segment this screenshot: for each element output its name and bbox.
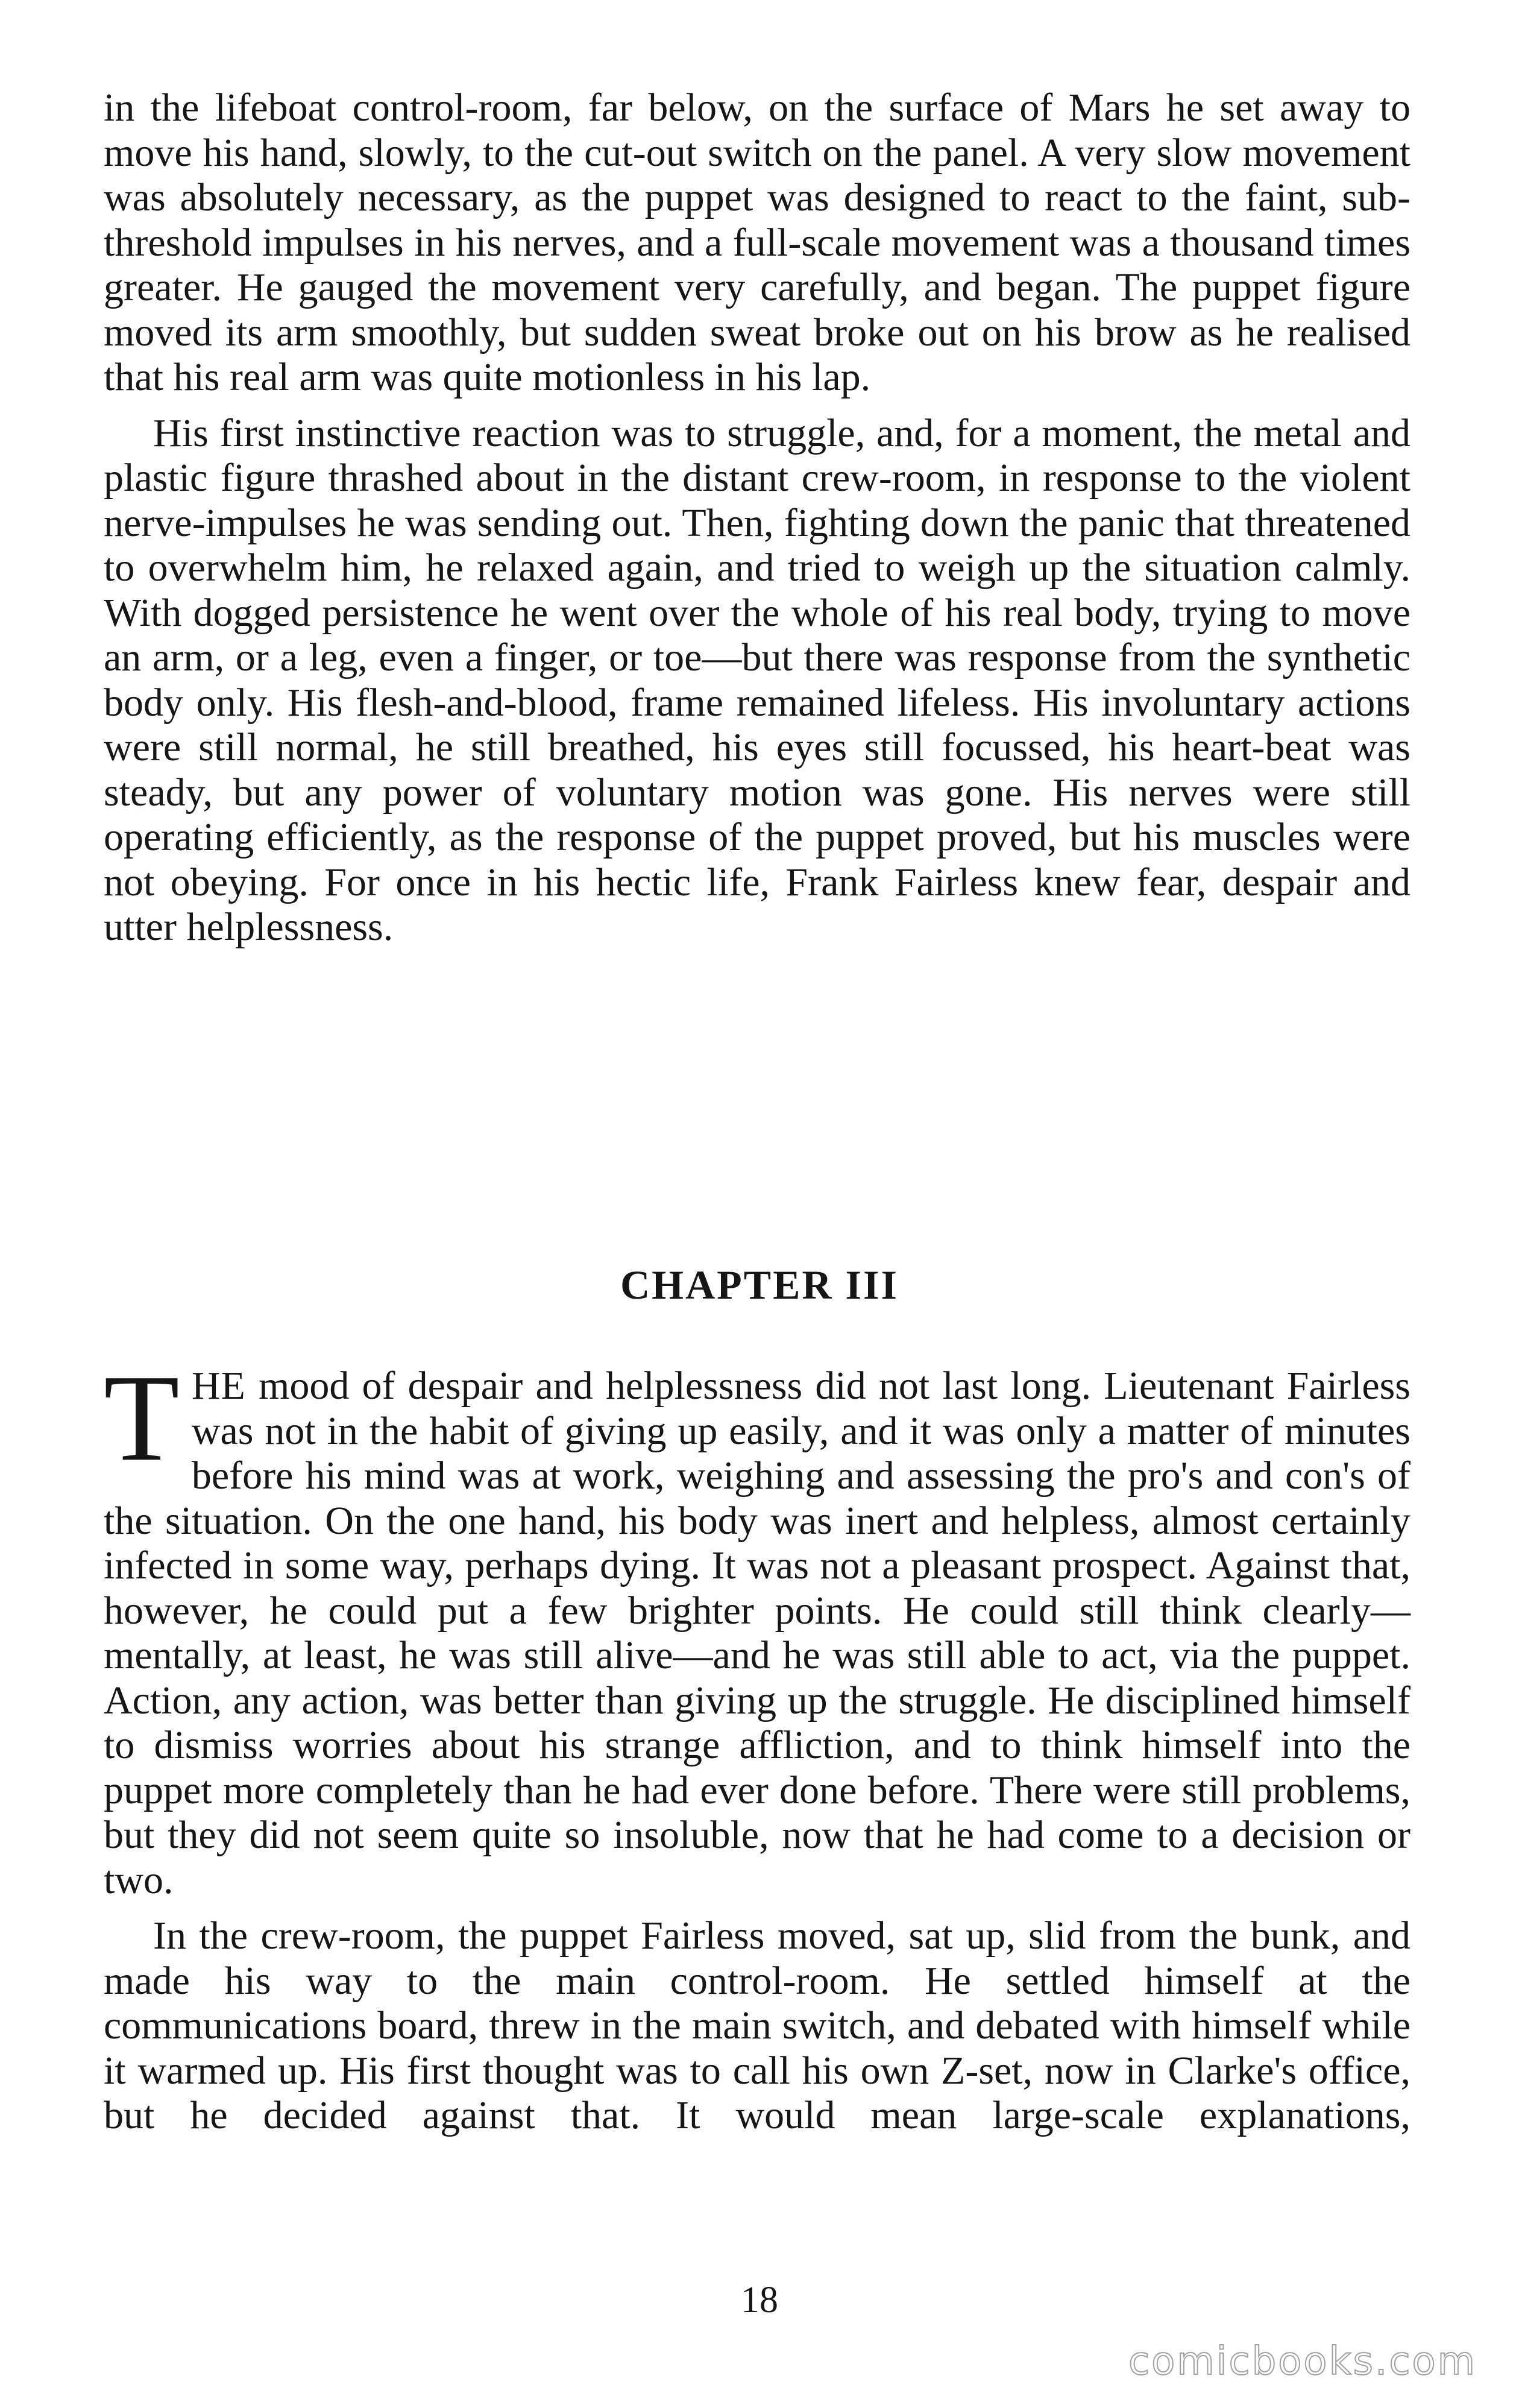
paragraph: In the crew-room, the puppet Fairless moved, sat up, slid from the bunk, and made his way to the main control-room. He settled himself at the communications board, threw in the main switch, and debated with himself while it warmed up. His first thought was to call his own Z-set, now in Clarke's office, but he decided against that. It would mean large-scale explanations, [104, 1914, 1410, 2137]
paragraph-text: mood of despair and helplessness did not last long. Lieutenant Fairless was not in the habit of giving up easily, and it was only a matter of minutes before his mind was at work, weighing and assessing the pro's and con's of the situation. On the one hand, his body was inert and helpless, almost certainly infected in some way, perhaps dying. It was not a pleasant prospect. Against that, however, he could put a few brighter points. He could still think clearly—mentally, at least, he was still alive—and he was still able to act, via the puppet. Action, any action, was better than giving up the struggle. He disciplined himself to dismiss worries about his strange affliction, and to think himself into the puppet more completely than he had ever done before. There were still problems, but they did not seem quite so insoluble, now that he had come to a decision or two. [104, 1364, 1410, 1902]
chapter-opening-paragraph [104, 1349, 1410, 1903]
page-number: 18 [741, 2280, 778, 2321]
watermark-logo: comicbooks.com [1128, 2339, 1477, 2384]
chapter-heading: CHAPTER III [620, 1262, 899, 1308]
text-block-chapter [104, 1349, 1410, 2139]
opening-small-caps: HE [191, 1364, 246, 1408]
text-block-top [104, 86, 1410, 950]
paragraph: His first instinctive reaction was to struggle, and, for a moment, the metal and plastic figure thrashed about in the distant crew-room, in response to the violent nerve-impulses he was sending out. Then, fighting down the panic that threatened to overwhelm him, he relaxed again, and tried to weigh up the situation calmly. With dogged persistence he went over the whole of his real body, trying to move an arm, or a leg, even a finger, or toe—but there was response from the synthetic body only. His flesh-and-blood, frame remained lifeless. His involuntary actions were still normal, he still breathed, his eyes still focussed, his heart-beat was steady, but any power of voluntary motion was gone. His nerves were still operating efficiently, as the response of the puppet proved, but his muscles were not obeying. For once in his hectic life, Frank Fairless knew fear, despair and utter helplessness. [104, 411, 1410, 949]
paragraph: in the lifeboat control-room, far below, on the surface of Mars he set away to move his hand, slowly, to the cut-out switch on the panel. A very slow movement was absolutely necessary, as the puppet was designed to react to the faint, sub-threshold impulses in his nerves, and a full-scale movement was a thousand times greater. He gauged the movement very carefully, and began. The puppet figure moved its arm smoothly, but sudden sweat broke out on his brow as he realised that his real arm was quite motionless in his lap. [104, 86, 1410, 399]
drop-cap: T [104, 1349, 180, 1487]
